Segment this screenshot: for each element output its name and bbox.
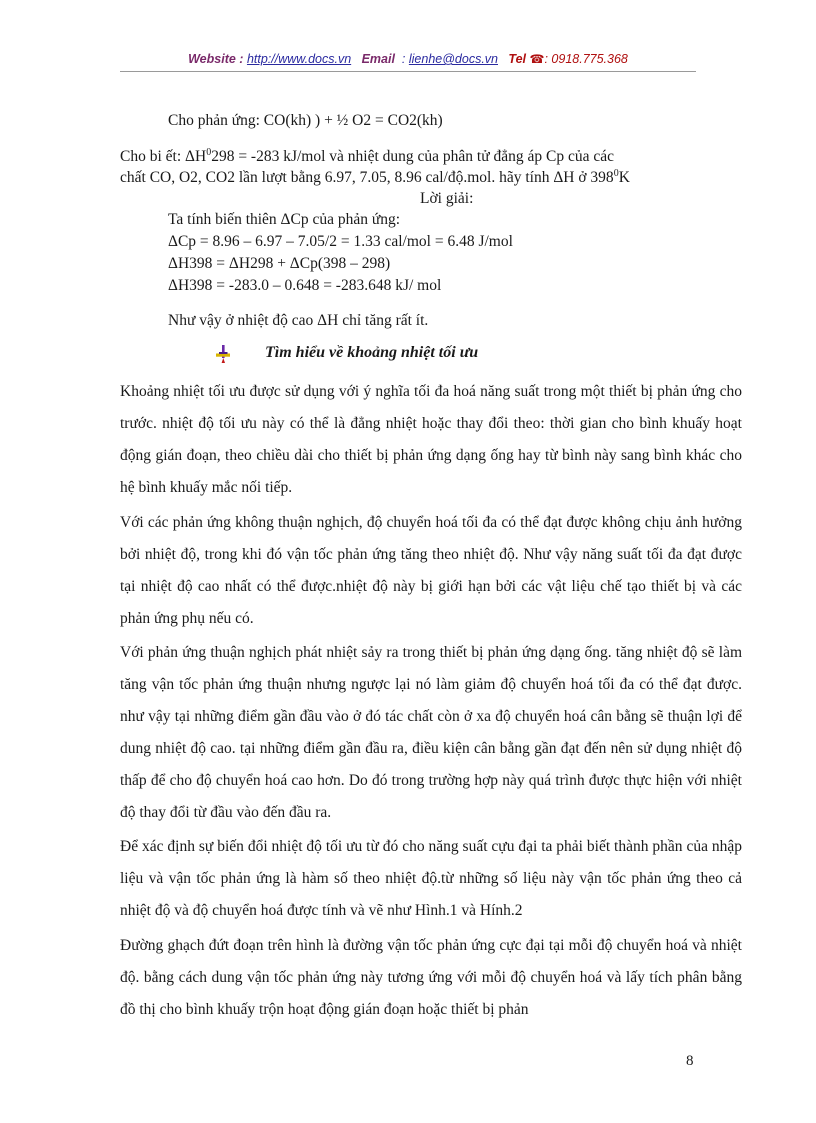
body-paragraph: Đường ghạch đứt đoạn trên hình là đường vận tốc phản ứng cực đại tại mỗi độ chuyển hoá và nhiệt độ. bằng cách dung vận tốc phản ứng này tương ứng với mỗi độ chuyển hoá và lấy tích phân bằng đồ thị cho bình khuấy trộn hoạt động gián đoạn hoặc thiết bị phản — [120, 937, 742, 1018]
email-link[interactable]: lienhe@docs.vn — [408, 52, 498, 66]
body-paragraph: Với phản ứng thuận nghịch phát nhiệt sảy ra trong thiết bị phản ứng dạng ống. tăng nhiệt độ sẽ làm tăng vận tốc phản ứng thuận nhưng ngược lại nó làm giảm độ chuyển hoá tối đa có thể đạt được. như vậy tại những điểm gần đầu vào ở đó tác chất còn ở xa độ chuyển hoá cân bằng sẽ thuận lợi để dung nhiệt độ cao. tại những điểm gần đầu ra, điều kiện cân bằng gần đạt đến nên sử dụng nhiệt độ thấp để cho độ chuyển hoá cao hơn. Do đó trong trường hợp này quá trình được thực hiện với nhiệt độ thay đổi từ đầu vào đến đầu ra. — [120, 644, 742, 821]
given-line-2 — [120, 169, 630, 187]
email-label: Email — [361, 52, 395, 66]
website-label: Website : — [188, 52, 244, 66]
given-1-post: 298 = -283 kJ/mol và nhiệt dung của phân tử đẳng áp Cp của các — [211, 148, 615, 165]
email-separator: : — [401, 52, 406, 66]
phone-number: : 0918.775.368 — [544, 52, 628, 66]
body-paragraph: Để xác định sự biến đổi nhiệt độ tối ưu từ đó cho năng suất cựu đại ta phải biết thành phần của nhập liệu và vận tốc phản ứng là hàm số theo nhiệt độ.từ những số liệu này vận tốc phản ứng theo cả nhiệt độ và độ chuyển hoá được tính và vẽ như Hình.1 và Hính.2 — [120, 838, 742, 919]
page-header — [120, 52, 696, 66]
header-divider — [120, 71, 696, 72]
given-1-pre: Cho bi ết: ΔH — [120, 148, 207, 165]
telephone-icon: ☎ — [529, 52, 545, 66]
website-link[interactable]: http://www.docs.vn — [246, 52, 352, 66]
body-paragraph: Với các phản ứng không thuận nghịch, độ chuyển hoá tối đa có thể đạt được không chịu ảnh hưởng bởi nhiệt độ, trong khi đó vận tốc phản ứng tăng theo nhiệt độ. Như vậy năng suất tối đa đạt được tại nhiệt độ cao nhất có thể được.nhiệt độ này bị giới hạn bởi các vật liệu chế tạo thiết bị và các phản ứng phụ nếu có. — [120, 514, 742, 627]
reaction-line: Cho phản ứng: CO(kh) ) + ½ O2 = CO2(kh) — [168, 112, 443, 129]
solution-line: ΔH398 = -283.0 – 0.648 = -283.648 kJ/ mol — [168, 277, 442, 294]
given-line-1 — [120, 148, 614, 166]
tel-label: Tel — [508, 52, 527, 66]
conclusion-line: Như vậy ở nhiệt độ cao ΔH chỉ tăng rất ít. — [168, 312, 429, 329]
solution-line: ΔCp = 8.96 – 6.97 – 7.05/2 = 1.33 cal/mol = 6.48 J/mol — [168, 233, 513, 250]
solution-title: Lời giải: — [420, 190, 474, 207]
page-number: 8 — [686, 1053, 694, 1069]
given-2-post: K — [618, 169, 630, 186]
solution-line: ΔH398 = ΔH298 + ΔCp(398 – 298) — [168, 255, 391, 272]
section-heading-text: Tìm hiểu về khoảng nhiệt tối ưu — [265, 344, 479, 361]
pushpin-bullet-icon — [213, 344, 233, 364]
solution-line: Ta tính biến thiên ΔCp của phản ứng: — [168, 211, 401, 228]
body-paragraph: Khoảng nhiệt tối ưu được sử dụng với ý nghĩa tối đa hoá năng suất trong một thiết bị phản ứng cho trước. nhiệt độ tối ưu này có thể là đẳng nhiệt hoặc thay đổi theo: thời gian cho bình khuấy hoạt động gián đoạn, theo chiều dài cho thiết bị phản ứng dạng ống hay từ bình này sang bình khác cho hệ bình khuấy mắc nối tiếp. — [120, 383, 742, 496]
given-2-pre: chất CO, O2, CO2 lần lượt bằng 6.97, 7.05, 8.96 cal/độ.mol. hãy tính ΔH ở 398 — [120, 169, 614, 186]
given-1-sup: 0 — [206, 146, 212, 158]
given-2-sup: 0 — [613, 167, 619, 179]
